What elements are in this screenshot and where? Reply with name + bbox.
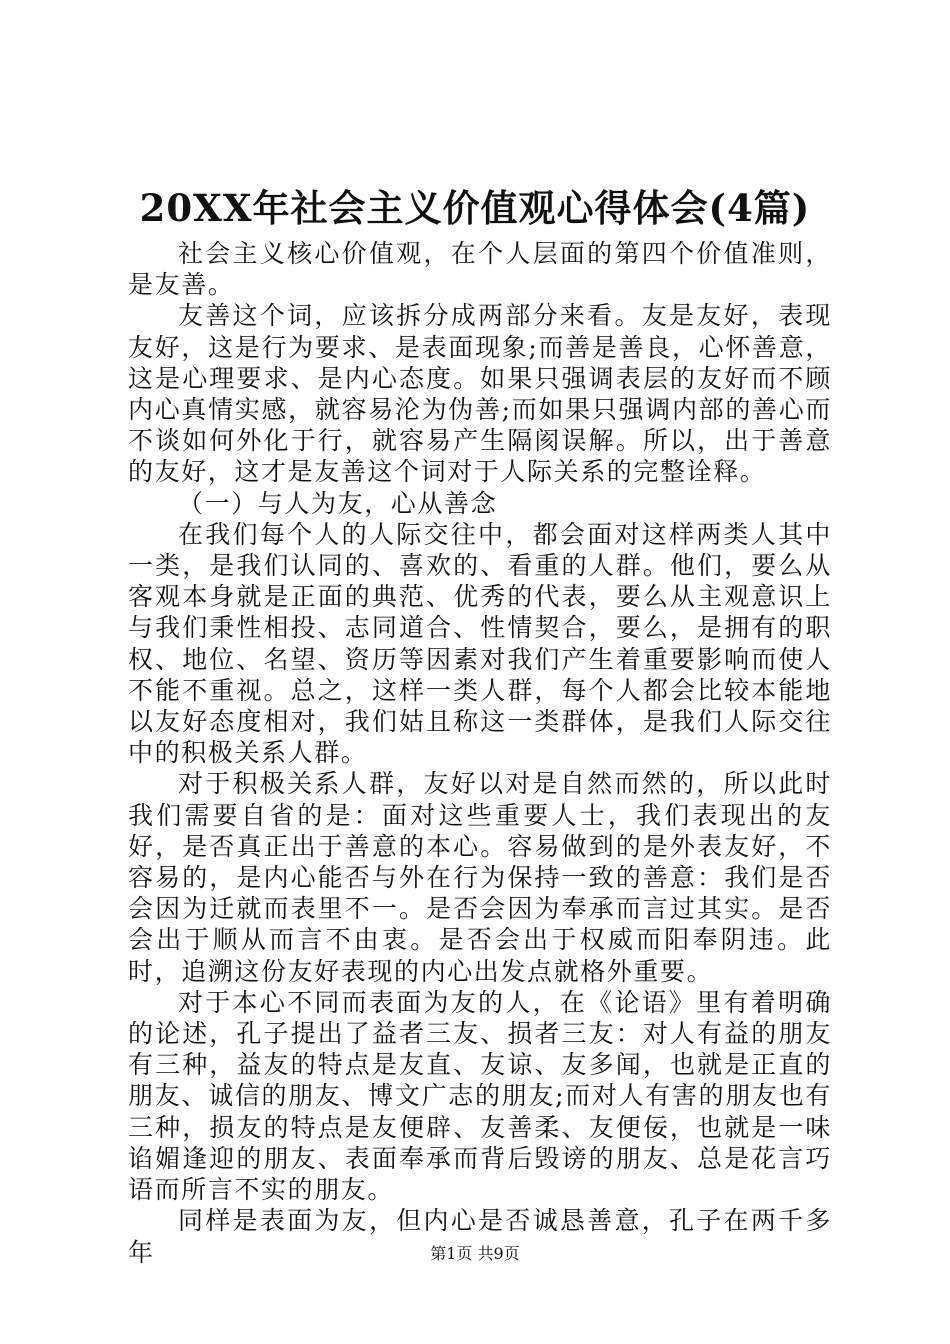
paragraph: 同样是表面为友，但内心是否诚恳善意，孔子在两千多年: [128, 1206, 832, 1267]
paragraph: 友善这个词，应该拆分成两部分来看。友是友好，表现友好，这是行为要求、是表面现象;而善是善良，心怀善意，这是心理要求、是内心态度。如果只强调表层的友好而不顾内心真情实感，就容易沦为伪善;而如果只强调内部的善心而不谈如何外化于行，就容易产生隔阂误解。所以，出于善意的友好，这才是友善这个词对于人际关系的完整诠释。: [128, 301, 832, 487]
paragraph: 对于积极关系人群，友好以对是自然而然的，所以此时我们需要自省的是：面对这些重要人士，我们表现出的友好，是否真正出于善意的本心。容易做到的是外表友好，不容易的，是内心能否与外在行为保持一致的善意：我们是否会因为迁就而表里不一。是否会因为奉承而言过其实。是否会出于顺从而言不由衷。是否会出于权威而阳奉阴违。此时，追溯这份友好表现的内心出发点就格外重要。: [128, 769, 832, 986]
paragraph: 在我们每个人的人际交往中，都会面对这样两类人其中一类，是我们认同的、喜欢的、看重的人群。他们，要么从客观本身就是正面的典范、优秀的代表，要么从主观意识上与我们秉性相投、志同道合、性情契合，要么，是拥有的职权、地位、名望、资历等因素对我们产生着重要影响而使人不能不重视。总之，这样一类人群，每个人都会比较本能地以友好态度相对，我们姑且称这一类群体，是我们人际交往中的积极关系人群。: [128, 519, 832, 768]
document-title: 20XX年社会主义价值观心得体会(4篇): [139, 186, 811, 230]
document-body: [128, 238, 832, 1268]
paragraph: 对于本心不同而表面为友的人，在《论语》里有着明确的论述，孔子提出了益者三友、损者三友：对人有益的朋友有三种，益友的特点是友直、友谅、友多闻，也就是正直的朋友、诚信的朋友、博文广志的朋友;而对人有害的朋友也有三种，损友的特点是友便辟、友善柔、友便佞，也就是一味谄媚逢迎的朋友、表面奉承而背后毁谤的朋友、总是花言巧语而所言不实的朋友。: [128, 987, 832, 1205]
page-number-footer: 第1页 共9页: [430, 1244, 520, 1263]
paragraph: 社会主义核心价值观，在个人层面的第四个价值准则，是友善。: [128, 239, 832, 300]
section-heading: （一）与人为友，心从善念: [178, 488, 498, 518]
